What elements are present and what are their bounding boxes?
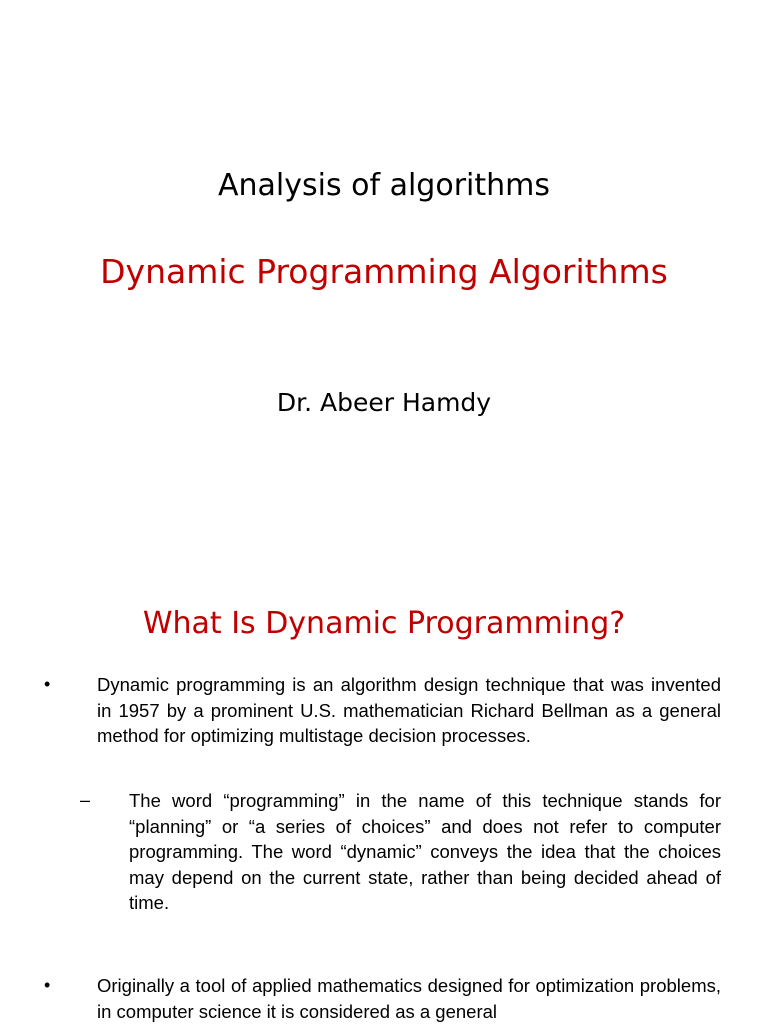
text-run: ” conveys the idea that the choices may depend on the current state, rather than being decided ahead of time. — [129, 841, 721, 913]
bullet-marker: • — [44, 674, 51, 694]
text-run: series of — [265, 815, 362, 837]
bullet-text-2: Originally a tool of applied mathematics designed for optimization problems, in computer science it is considered as a general — [97, 975, 721, 1022]
dash-marker: – — [80, 790, 91, 810]
lecture-title: Dynamic Programming Algorithms — [100, 252, 668, 291]
text-run: ” and does not refer to computer programming. The word “ — [129, 815, 721, 862]
slide-heading: What Is Dynamic Programming? — [142, 606, 626, 641]
bullet-text-1: Dynamic programming is an algorithm design technique that was invented in 1957 by a prominent U.S. mathematician Richard Bellman as a general method for optimizing multistage decision processes. — [97, 674, 721, 746]
keyword-programming: programming — [229, 790, 339, 811]
keyword-choices: choices — [361, 815, 425, 837]
text-run: ” or “ — [205, 815, 255, 837]
text-run: The word “ — [129, 790, 230, 811]
text-run: ” in the name of this technique stands for “ — [129, 790, 721, 837]
keyword-dynamic: dynamic — [346, 841, 416, 862]
bullet-marker: • — [44, 975, 51, 995]
course-title: Analysis of algorithms — [217, 168, 550, 203]
author-name: Dr. Abeer Hamdy — [276, 388, 492, 417]
keyword-a: a — [254, 815, 266, 837]
sub-bullet-text-1 — [129, 788, 721, 916]
keyword-planning: planning — [135, 815, 206, 837]
